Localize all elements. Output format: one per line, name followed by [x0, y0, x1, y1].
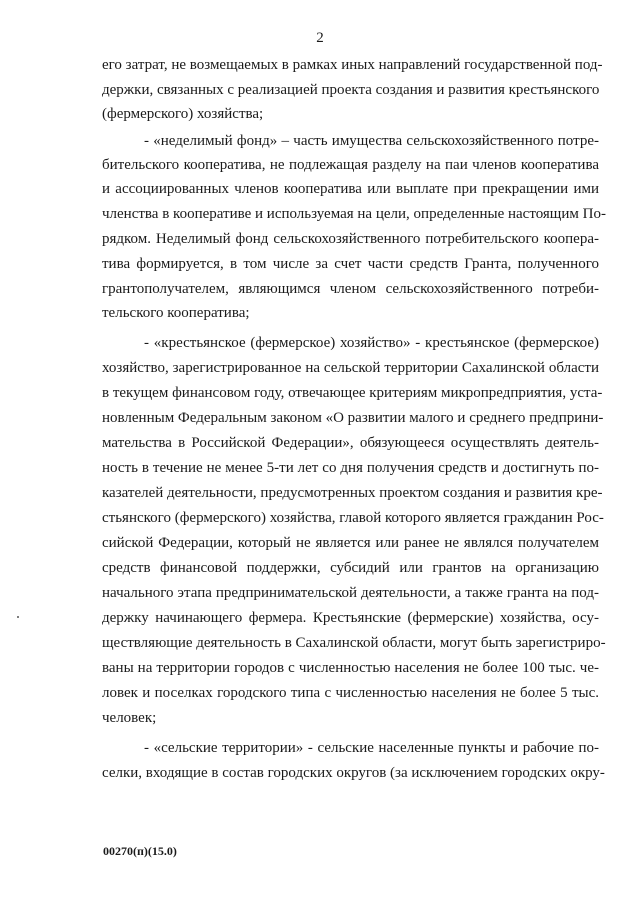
text-line: новленным Федеральным законом «О развитии малого и среднего предприни-: [102, 410, 604, 426]
text-line: и ассоциированных членов кооператива или выплате при прекращении ими: [102, 181, 599, 197]
page-number: 2: [316, 30, 324, 46]
text-line: начального этапа предпринимательской деятельности, а также гранта на под-: [102, 585, 599, 601]
scan-speck: [17, 616, 19, 618]
text-line: казателей деятельности, предусмотренных проектом создания и развития кре-: [102, 485, 603, 501]
text-line: в текущем финансовом году, отвечающее критериям микропредприятия, уста-: [102, 385, 603, 401]
text-line: - «сельские территории» - сельские населенные пункты и рабочие по-: [144, 740, 599, 756]
text-line: мательства в Российской Федерации», обязующееся осуществлять деятель-: [102, 435, 599, 451]
text-line: тива формируется, в том числе за счет части средств Гранта, полученного: [102, 256, 599, 272]
text-line: рядком. Неделимый фонд сельскохозяйственного потребительского коопера-: [102, 231, 599, 247]
text-line: грантополучателем, являющимся членом сельскохозяйственного потреби-: [102, 281, 599, 297]
text-line: тельского кооператива;: [102, 305, 250, 321]
document-code: 00270(п)(15.0): [103, 844, 177, 858]
text-line: - «крестьянское (фермерское) хозяйство» - крестьянское (фермерское): [144, 335, 599, 351]
text-line: селки, входящие в состав городских округов (за исключением городских окру-: [102, 765, 605, 781]
text-line: средств финансовой поддержки, субсидий или грантов на организацию: [102, 560, 599, 576]
text-line: ловек и поселках городского типа с численностью населения не более 5 тыс.: [102, 685, 599, 701]
text-line: держку начинающего фермера. Крестьянские (фермерские) хозяйства, осу-: [102, 610, 599, 626]
text-line: бительского кооператива, не подлежащая разделу на паи членов кооператива: [102, 157, 599, 173]
text-line: его затрат, не возмещаемых в рамках иных направлений государственной под-: [102, 57, 603, 73]
text-line: ществляющие деятельность в Сахалинской области, могут быть зарегистриро-: [102, 635, 606, 651]
text-line: членства в кооперативе и используемая на цели, определенные настоящим По-: [102, 206, 606, 222]
text-line: стьянского (фермерского) хозяйства, главой которого является гражданин Рос-: [102, 510, 604, 526]
text-line: ваны на территории городов с численностью населения не более 100 тыс. че-: [102, 660, 599, 676]
text-line: (фермерского) хозяйства;: [102, 106, 264, 122]
text-line: хозяйство, зарегистрированное на сельской территории Сахалинской области: [102, 360, 599, 376]
text-line: ность в течение не менее 5-ти лет со дня получения средств и достигнуть по-: [102, 460, 599, 476]
text-line: - «неделимый фонд» – часть имущества сельскохозяйственного потре-: [144, 133, 599, 149]
text-line: сийской Федерации, который не является или ранее не являлся получателем: [102, 535, 599, 551]
text-line: человек;: [102, 710, 157, 726]
text-line: держки, связанных с реализацией проекта создания и развития крестьянского: [102, 82, 600, 98]
